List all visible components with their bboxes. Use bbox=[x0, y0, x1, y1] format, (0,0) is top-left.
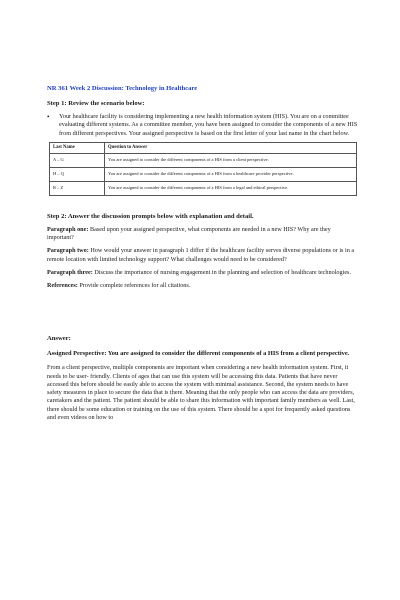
prompt-text: Based upon your assigned perspective, what components are needed in a new HIS? Why are they important? bbox=[47, 225, 331, 242]
table-row bbox=[50, 181, 357, 195]
prompt-label: Paragraph three: bbox=[47, 269, 93, 277]
prompt-paragraph-one bbox=[47, 226, 359, 243]
prompt-references bbox=[47, 282, 359, 290]
table-cell-range: R – Z bbox=[50, 181, 105, 195]
prompt-label: Paragraph two: bbox=[47, 247, 89, 255]
document-title: NR 361 Week 2 Discussion: Technology in Healthcare bbox=[47, 85, 198, 92]
step1-heading: Step 1: Review the scenario below: bbox=[47, 100, 145, 107]
scenario-text: Your healthcare facility is considering implementing a new health information system (HIS). You are on a committee evaluating different systems. As a committee member, you have been assigned to consider the components of a new HIS from different perspectives. Your assigned perspective is based on the first letter of your last name in the chart below. bbox=[59, 113, 358, 137]
document-page bbox=[47, 84, 359, 422]
table-cell-question: You are assigned to consider the different components of a HIS from a client perspective. bbox=[105, 153, 357, 167]
table-row bbox=[50, 153, 357, 167]
section-spacer bbox=[47, 296, 359, 334]
answer-body-text: From a client perspective, multiple components are important when considering a new health information system. First, it needs to be user- friendly. Clients of ages that can use this system will be accessing this data. Patients that have never accessed this before should be easily able to access the system with minimal assistance. Second, the system needs to have safety measures in place to secure the data that is there. Meaning that the only people who can access the data are providers, caretakers and the patient. The patient should be able to share this information with important family members as well. Last, there should be some education or training on the use of this system. There should be a spot for frequently asked questions and even videos on how to bbox=[47, 364, 355, 422]
table-header-last-name: Last Name bbox=[50, 142, 105, 153]
table-header-row bbox=[50, 142, 357, 153]
table-cell-question: You are assigned to consider the different components of a HIS from a healthcare provider perspective. bbox=[105, 167, 357, 181]
table-cell-question: You are assigned to consider the different components of a HIS from a legal and ethical perspective. bbox=[105, 181, 357, 195]
table-cell-range: H – Q bbox=[50, 167, 105, 181]
table-header-question: Question to Answer bbox=[105, 142, 357, 153]
prompt-text: How would your answer in paragraph 1 differ if the healthcare facility serves diverse populations or is in a remote location with limited technology support? What challenges would need to be considered? bbox=[47, 247, 355, 263]
bullet-icon: • bbox=[47, 113, 50, 121]
table-cell-range: A – G bbox=[50, 153, 105, 167]
assigned-perspective-heading: Assigned Perspective: You are assigned to consider the different components of a HIS from a client perspective. bbox=[47, 349, 350, 357]
prompt-text: Provide complete references for all citations. bbox=[77, 282, 191, 290]
prompt-paragraph-three bbox=[47, 269, 359, 277]
step2-heading: Step 2: Answer the discussion prompts below with explanation and detail. bbox=[47, 212, 254, 220]
prompt-paragraph-two bbox=[47, 247, 359, 264]
prompt-label: References: bbox=[47, 282, 78, 290]
perspective-table bbox=[49, 142, 357, 196]
prompt-label: Paragraph one: bbox=[47, 225, 89, 233]
scenario-bullet bbox=[47, 113, 359, 138]
prompt-text: Discuss the importance of nursing engagement in the planning and selection of healthcare technologies. bbox=[92, 269, 352, 277]
table-row bbox=[50, 167, 357, 181]
answer-heading: Answer: bbox=[47, 334, 71, 342]
